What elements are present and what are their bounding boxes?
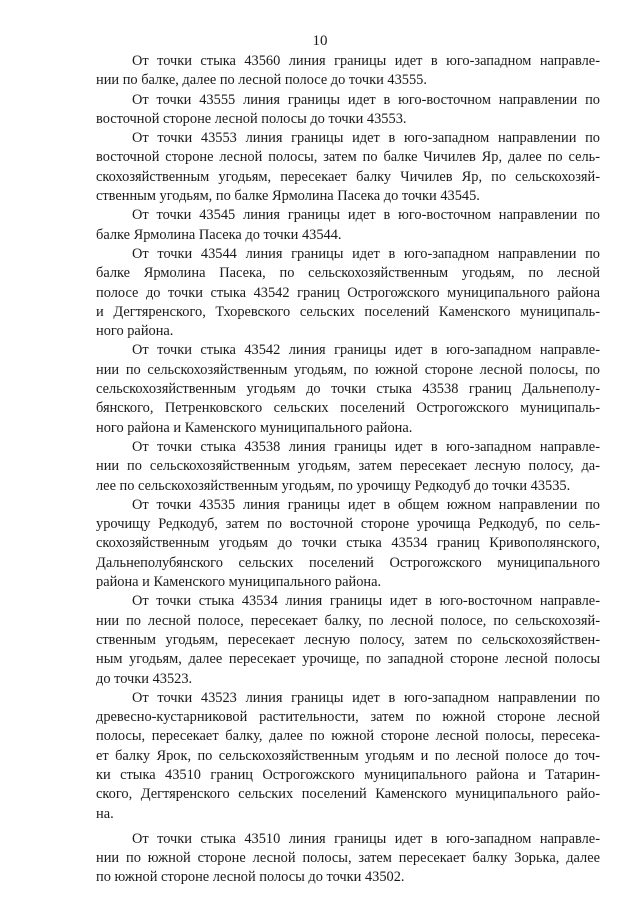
- text-line: От точки стыка 43542 линия границы идет в юго-западном направле-: [132, 342, 600, 359]
- text-line: лее по сельскохозяйственным угодьям, по урочищу Редкодуб до точки 43535.: [96, 477, 571, 494]
- text-line: нии по южной стороне лесной полосы, затем пересекает балку Зорька, далее: [96, 850, 600, 867]
- text-line: и Дегтяренского, Тхоревского сельских поселений Каменского муниципаль-: [96, 303, 600, 320]
- text-line: урочищу Редкодуб, затем по восточной стороне урочища Редкодуб, по сель-: [96, 516, 600, 533]
- text-line: полосы, пересекает балку, далее по южной стороне лесной полосы, пересека-: [96, 728, 600, 745]
- paragraph: [96, 496, 600, 592]
- text-line: Дальнеполубянского сельских поселений Острогожского муниципального: [96, 554, 600, 571]
- text-line: до точки 43523.: [96, 670, 193, 687]
- text-line: по южной стороне лесной полосы до точки 43502.: [96, 869, 405, 886]
- text-line: на.: [96, 805, 114, 822]
- text-line: От точки стыка 43538 линия границы идет в юго-западном направле-: [132, 438, 600, 455]
- text-line: От точки 43555 линия границы идет в юго-восточном направлении по: [132, 91, 600, 108]
- paragraph: [96, 245, 600, 341]
- paragraph: [96, 689, 600, 824]
- text-line: бянского, Петренковского сельских поселений Острогожского муниципаль-: [96, 400, 600, 417]
- document-body: [96, 52, 600, 888]
- paragraph: [96, 438, 600, 496]
- text-line: восточной стороне лесной полосы до точки 43553.: [96, 110, 407, 127]
- paragraph: [96, 91, 600, 130]
- text-line: ного района.: [96, 323, 174, 340]
- text-line: балке Ярмолина Пасека, по сельскохозяйственным угодьям, по лесной: [96, 265, 600, 282]
- text-line: ным угодьям, далее пересекает урочище, по западной стороне лесной полосы: [96, 651, 600, 668]
- paragraph: [96, 206, 600, 245]
- text-line: ского, Дегтяренского сельских поселений Каменского муниципального райо-: [96, 786, 600, 803]
- text-line: От точки стыка 43534 линия границы идет в юго-восточном направле-: [132, 593, 600, 610]
- text-line: От точки стыка 43560 линия границы идет в юго-западном направле-: [132, 53, 600, 69]
- text-line: ственным угодьям, пересекает лесную полосу, затем по сельскохозяйствен-: [96, 631, 600, 648]
- text-line: скохозяйственным угодьям, пересекает балку Чичилев Яр, по сельскохозяй-: [96, 168, 600, 185]
- text-line: сельскохозяйственным угодьям до точки стыка 43538 границ Дальнеполу-: [96, 381, 600, 398]
- text-line: От точки 43523 линия границы идет в юго-западном направлении по: [132, 689, 600, 706]
- text-line: района и Каменского муниципального района.: [96, 574, 382, 591]
- text-line: нии по сельскохозяйственным угодьям, по южной стороне лесной полосы, по: [96, 361, 600, 378]
- text-line: От точки 43545 линия границы идет в юго-восточном направлении по: [132, 207, 600, 224]
- text-line: От точки стыка 43510 линия границы идет в юго-западном направле-: [132, 830, 600, 847]
- text-line: ного района и Каменского муниципального района.: [96, 419, 413, 436]
- text-line: скохозяйственным угодьям до точки стыка 43534 границ Кривополянского,: [96, 535, 600, 552]
- text-line: От точки 43544 линия границы идет в юго-западном направлении по: [132, 245, 600, 262]
- text-line: нии по лесной полосе, пересекает балку, по лесной полосе, по сельскохозяй-: [96, 612, 600, 629]
- text-line: древесно-кустарниковой растительности, затем по южной стороне лесной: [96, 709, 600, 726]
- text-line: нии по балке, далее по лесной полосе до точки 43555.: [96, 72, 427, 89]
- text-line: ет балку Ярок, по сельскохозяйственным угодьям и по лесной полосе до точ-: [96, 747, 600, 764]
- paragraph: [96, 52, 600, 91]
- page-number: 10: [312, 33, 328, 49]
- paragraph: [96, 129, 600, 206]
- text-line: полосе до точки стыка 43542 границ Острогожского муниципального района: [96, 284, 600, 301]
- text-line: От точки 43553 линия границы идет в юго-западном направлении по: [132, 130, 600, 147]
- text-line: балке Ярмолина Пасека до точки 43544.: [96, 226, 342, 243]
- text-line: ки стыка 43510 границ Острогожского муниципального района и Татарин-: [96, 766, 600, 783]
- paragraph: [96, 341, 600, 437]
- paragraph: [96, 592, 600, 688]
- text-line: От точки 43535 линия границы идет в общем южном направлении по: [132, 496, 600, 513]
- text-line: нии по сельскохозяйственным угодьям, затем пересекает лесную полосу, да-: [96, 458, 600, 475]
- text-line: восточной стороне лесной полосы, затем по балке Чичилев Яр, далее по сель-: [96, 149, 600, 166]
- paragraph: [96, 830, 600, 888]
- text-line: ственным угодьям, по балке Ярмолина Пасека до точки 43545.: [96, 188, 480, 205]
